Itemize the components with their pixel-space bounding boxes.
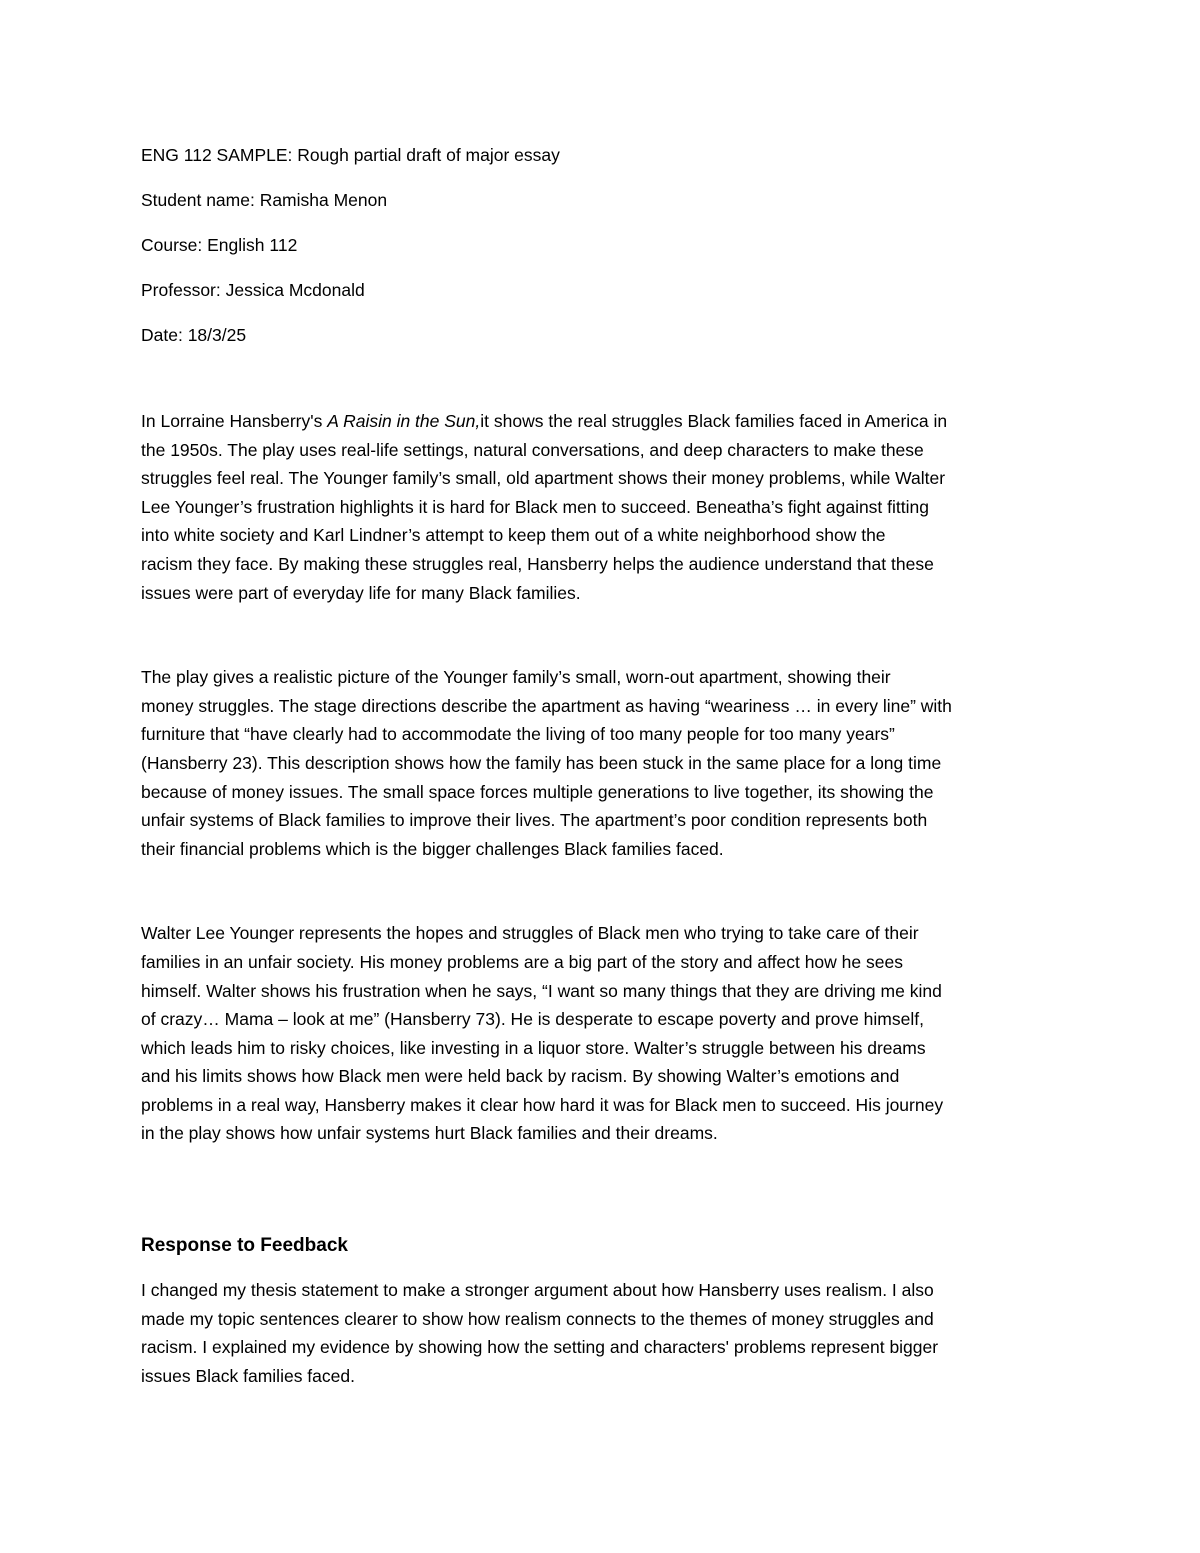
paragraph-line: which leads him to risky choices, like investing in a liquor store. Walter’s struggle between his dreams — [141, 1037, 926, 1058]
intro-line-1-end: it shows the real struggles Black families faced in America in — [480, 411, 948, 431]
paragraph-line: (Hansberry 23). This description shows how the family has been stuck in the same place for a long time — [141, 752, 942, 773]
spacer — [141, 863, 1061, 919]
intro-line-4: Lee Younger’s frustration highlights it is hard for Black men to succeed. Beneatha’s fight against fitting — [141, 496, 929, 517]
paragraph-line: I changed my thesis statement to make a stronger argument about how Hansberry uses realism. I also — [141, 1280, 934, 1301]
paragraph-line: himself. Walter shows his frustration when he says, “I want so many things that they are driving me kind — [141, 980, 942, 1001]
walter-paragraph — [141, 919, 1061, 1148]
feedback-paragraph — [141, 1276, 1061, 1390]
paragraph-line: families in an unfair society. His money problems are a big part of the story and affect how he sees — [141, 951, 903, 972]
paragraph-line: furniture that “have clearly had to accommodate the living of too many people for too many years” — [141, 724, 895, 745]
document-body — [141, 143, 1061, 1390]
paragraph-line: because of money issues. The small space forces multiple generations to live together, its showing the — [141, 781, 934, 802]
paragraph-line: in the play shows how unfair systems hurt Black families and their dreams. — [141, 1123, 718, 1144]
student-name: Student name: Ramisha Menon — [141, 190, 388, 210]
feedback-heading: Response to Feedback — [141, 1235, 348, 1257]
professor-name: Professor: Jessica Mcdonald — [141, 280, 365, 300]
paragraph-line: Walter Lee Younger represents the hopes and struggles of Black men who trying to take care of their — [141, 923, 919, 944]
paragraph-line: The play gives a realistic picture of the Younger family’s small, worn-out apartment, showing their — [141, 667, 891, 688]
spacer — [141, 1148, 1061, 1232]
paragraph-line: problems in a real way, Hansberry makes it clear how hard it was for Black men to succeed. His journey — [141, 1094, 944, 1115]
paragraph-line: issues Black families faced. — [141, 1365, 355, 1386]
paragraph-line: racism. I explained my evidence by showing how the setting and characters' problems represent bigger — [141, 1337, 939, 1358]
paragraph-line: and his limits shows how Black men were held back by racism. By showing Walter’s emotions and — [141, 1066, 900, 1087]
intro-line-1-start: In Lorraine Hansberry's — [141, 411, 328, 431]
paragraph-line: of crazy… Mama – look at me” (Hansberry 73). He is desperate to escape poverty and prove himself, — [141, 1009, 924, 1030]
spacer — [141, 368, 1061, 407]
document-title: ENG 112 SAMPLE: Rough partial draft of major essay — [141, 145, 560, 165]
paragraph-line: made my topic sentences clearer to show how realism connects to the themes of money struggles and — [141, 1308, 934, 1329]
intro-line-6: racism they face. By making these struggles real, Hansberry helps the audience understand that these — [141, 553, 934, 574]
paragraph-line: their financial problems which is the bigger challenges Black families faced. — [141, 838, 724, 859]
intro-line-2: the 1950s. The play uses real-life settings, natural conversations, and deep characters to make these — [141, 439, 924, 460]
intro-line-7: issues were part of everyday life for many Black families. — [141, 582, 581, 603]
intro-line-3: struggles feel real. The Younger family’s small, old apartment shows their money problems, while Walter — [141, 468, 946, 489]
spacer — [141, 607, 1061, 663]
intro-line-5: into white society and Karl Lindner’s attempt to keep them out of a white neighborhood show the — [141, 525, 886, 546]
course-name: Course: English 112 — [141, 235, 298, 255]
intro-line-1 — [141, 407, 1061, 436]
paragraph-line: money struggles. The stage directions describe the apartment as having “weariness … in every line” with — [141, 695, 952, 716]
paragraph-line: unfair systems of Black families to improve their lives. The apartment’s poor condition represents both — [141, 810, 928, 831]
header-block — [141, 143, 1061, 347]
apartment-paragraph — [141, 663, 1061, 863]
play-title: A Raisin in the Sun, — [327, 411, 481, 431]
intro-paragraph — [141, 407, 1061, 607]
essay-date: Date: 18/3/25 — [141, 325, 247, 345]
